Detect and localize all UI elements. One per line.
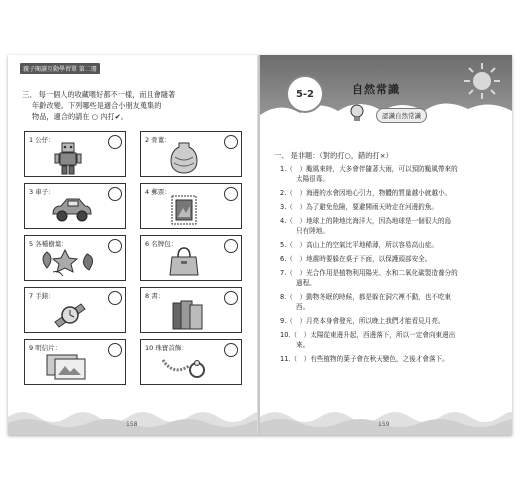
checkbox-circle[interactable] bbox=[108, 135, 122, 149]
collection-item-jewelry: 10 珠寶首飾： bbox=[140, 339, 242, 385]
question-item-continued: 只有陸地。 bbox=[296, 227, 329, 235]
stamp-icon bbox=[169, 193, 199, 227]
checkbox-circle[interactable] bbox=[108, 187, 122, 201]
lesson-badge: 5-2 bbox=[286, 75, 324, 113]
lightbulb-icon bbox=[348, 103, 366, 123]
question-item: 4.（ ）地球上的陸地比海洋大，因為地球是一個很大的島 bbox=[280, 217, 452, 225]
question-item: 9.（ ）月亮本身會發光，所以晚上我們才能看見月亮。 bbox=[280, 317, 445, 325]
vase-icon bbox=[169, 141, 199, 175]
collection-item-car: 3 車子： bbox=[24, 183, 126, 229]
collection-item-postcards: 9 明信片： bbox=[24, 339, 126, 385]
collection-item-leaves: 5 各種樹葉： bbox=[24, 235, 126, 281]
question-line: 物品，適合的請在 ○ 內打✔。 bbox=[32, 112, 128, 121]
handbag-icon bbox=[169, 245, 199, 277]
checkbox-circle[interactable] bbox=[108, 291, 122, 305]
page-title: 自然常識 bbox=[352, 83, 400, 96]
question-item: 1.（ ）颱風來時，大多會伴隨著大雨，可以預防颱風帶來的 bbox=[280, 165, 458, 173]
jewelry-icon bbox=[159, 352, 209, 382]
question-item: 11.（ ）有些植物的葉子會在秋天變色，之後才會落下。 bbox=[280, 355, 449, 363]
question-item: 3.（ ）為了避免危險，要避開雨天時走在河邊釣魚。 bbox=[280, 203, 438, 211]
running-head: 親子閱讀互動學習單 第二冊 bbox=[20, 63, 100, 74]
question-item-continued: 過程。 bbox=[296, 279, 316, 287]
books-icon bbox=[169, 297, 205, 331]
leaves-icon bbox=[39, 248, 99, 278]
question-item-continued: 太陽很毒。 bbox=[296, 175, 329, 183]
page-number: 158 bbox=[126, 421, 138, 428]
checkbox-circle[interactable] bbox=[108, 239, 122, 253]
robot-icon bbox=[53, 141, 83, 175]
right-page bbox=[260, 55, 512, 435]
book-spread bbox=[8, 55, 512, 435]
collection-item-vase: 2 骨董： bbox=[140, 131, 242, 177]
question-item-continued: 來。 bbox=[296, 341, 310, 349]
question-item-continued: 西。 bbox=[296, 303, 310, 311]
left-page bbox=[8, 55, 258, 435]
sun-icon bbox=[462, 61, 502, 101]
question-item: 5.（ ）高山上的空氣比平地稀薄，所以容易高山症。 bbox=[280, 241, 438, 249]
collection-item-watch: 7 手錶： bbox=[24, 287, 126, 333]
postcards-icon bbox=[45, 351, 89, 381]
page-subtitle: 認識自然常識 bbox=[376, 108, 427, 123]
collection-item-books: 8 書： bbox=[140, 287, 242, 333]
checkbox-circle[interactable] bbox=[224, 239, 238, 253]
collection-item-robot: 1 公仔： bbox=[24, 131, 126, 177]
watch-icon bbox=[51, 298, 91, 330]
checkbox-circle[interactable] bbox=[224, 187, 238, 201]
collection-item-stamp: 4 郵票： bbox=[140, 183, 242, 229]
collection-item-handbag: 6 名牌包： bbox=[140, 235, 242, 281]
question-item: 2.（ ）海邊的水會因地心引力，物體的質量越小就越小。 bbox=[280, 189, 452, 197]
checkbox-circle[interactable] bbox=[108, 343, 122, 357]
question-item: 10.（ ）太陽從東邊升起，西邊落下，所以一定會向東邊出 bbox=[280, 331, 456, 339]
question-line: 年齡改變。下列哪些是適合小朋友蒐集的 bbox=[32, 101, 162, 110]
section-heading: 一、 是非題：（對的打○，錯的打×） bbox=[274, 151, 393, 160]
wave-decoration bbox=[8, 399, 258, 435]
car-icon bbox=[49, 194, 93, 224]
question-item: 8.（ ）動物冬眠的時候，都是躲在洞穴裡不動，也不吃東 bbox=[280, 293, 452, 301]
question-line: 三、 每一個人的收藏嗜好都不一樣，而且會隨著 bbox=[22, 90, 176, 99]
checkbox-circle[interactable] bbox=[224, 291, 238, 305]
checkbox-circle[interactable] bbox=[224, 343, 238, 357]
question-item: 6.（ ）地震時要躲在桌子下面，以保護頭部安全。 bbox=[280, 255, 432, 263]
page-number: 159 bbox=[378, 421, 390, 428]
checkbox-circle[interactable] bbox=[224, 135, 238, 149]
question-item: 7.（ ）光合作用是植物利用陽光、水和二氧化碳製造養分的 bbox=[280, 269, 458, 277]
wave-decoration bbox=[260, 399, 512, 435]
